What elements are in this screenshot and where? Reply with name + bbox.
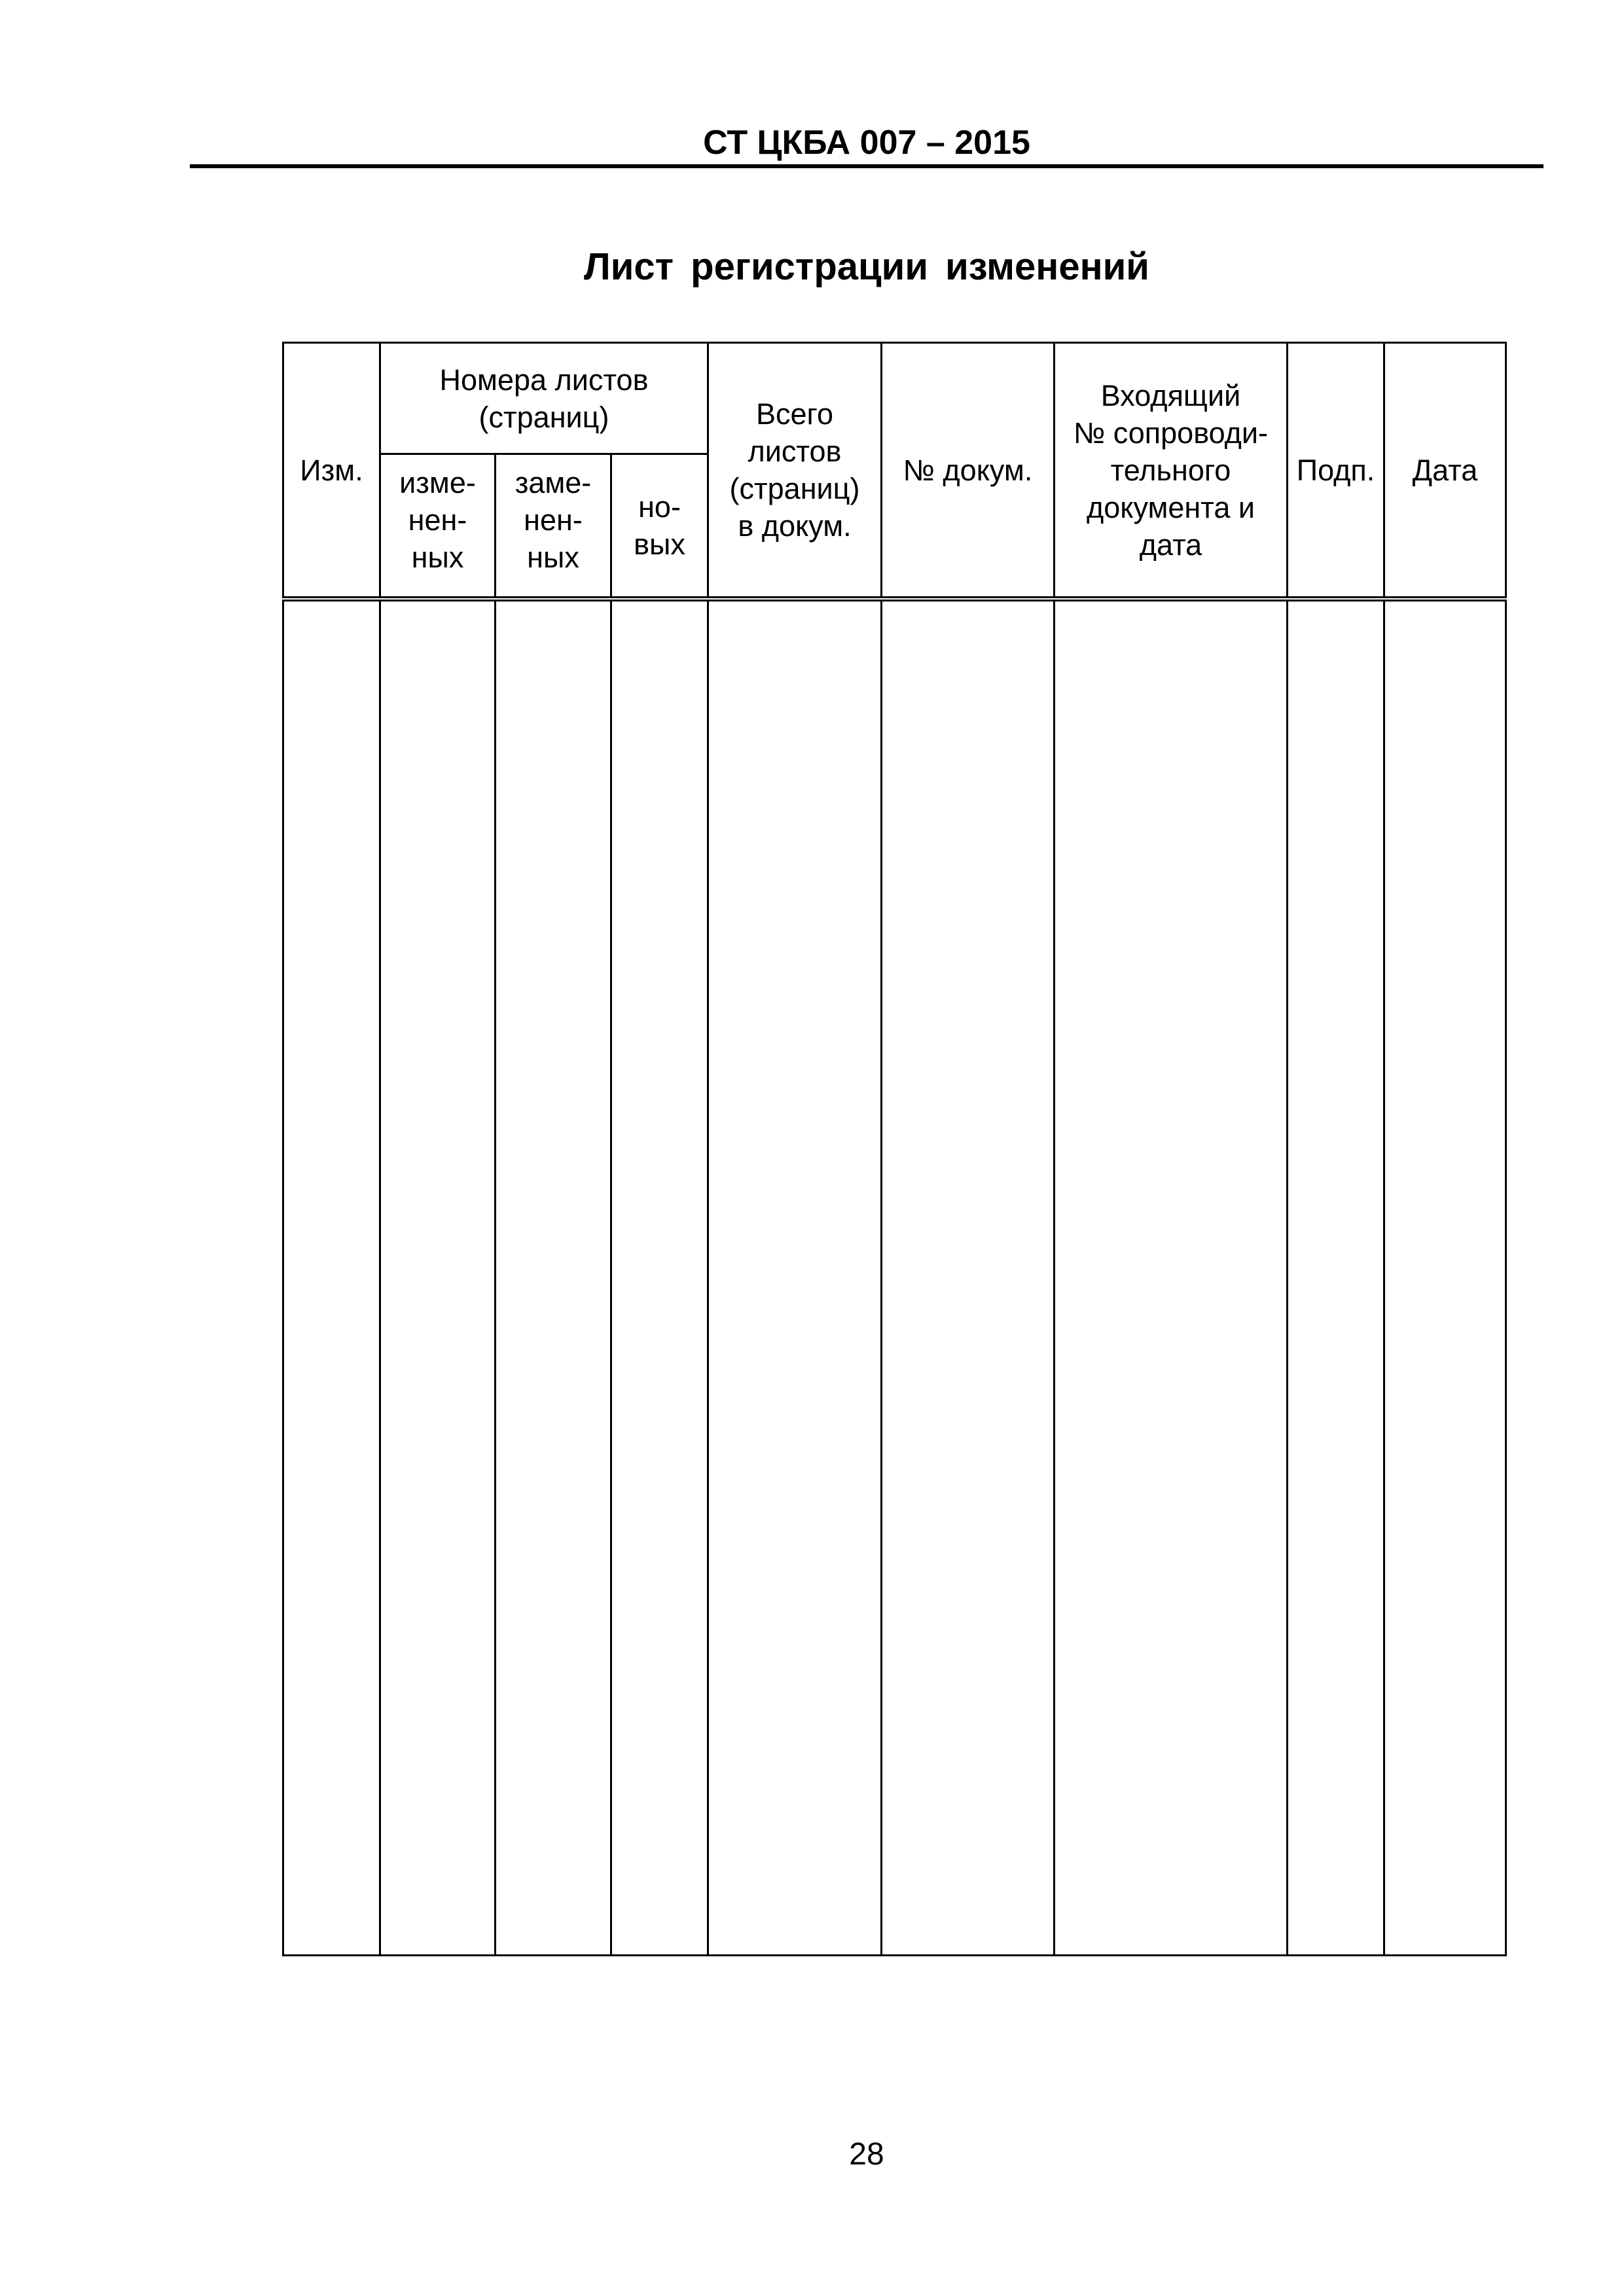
header-rule xyxy=(190,164,1543,168)
page-number: 28 xyxy=(849,2137,884,2172)
header-date: Дата xyxy=(1384,343,1506,600)
header-new-sheets: но- вых xyxy=(611,454,708,600)
change-registration-table xyxy=(282,342,1507,1956)
header-changed-sheets: изме- нен- ных xyxy=(380,454,496,600)
header-document-number: № докум. xyxy=(882,343,1055,600)
cell-change-number[interactable] xyxy=(283,599,380,1956)
cell-signature[interactable] xyxy=(1288,599,1384,1956)
header-incoming-document: Входящий № сопроводи- тельного документа и дата xyxy=(1055,343,1288,600)
cell-incoming-document[interactable] xyxy=(1055,599,1288,1956)
page-title: Лист регистрации изменений xyxy=(584,245,1149,288)
cell-date[interactable] xyxy=(1384,599,1506,1956)
cell-document-number[interactable] xyxy=(882,599,1055,1956)
table-row xyxy=(283,599,1506,1956)
header-change-number: Изм. xyxy=(283,343,380,600)
cell-changed-sheets[interactable] xyxy=(380,599,496,1956)
header-sheet-numbers: Номера листов (страниц) xyxy=(380,343,708,454)
header-replaced-sheets: заме- нен- ных xyxy=(496,454,611,600)
document-code: СТ ЦКБА 007 – 2015 xyxy=(703,124,1030,162)
cell-replaced-sheets[interactable] xyxy=(496,599,611,1956)
header-total-sheets: Всего листов (страниц) в докум. xyxy=(708,343,882,600)
header-signature: Подп. xyxy=(1288,343,1384,600)
cell-total-sheets[interactable] xyxy=(708,599,882,1956)
cell-new-sheets[interactable] xyxy=(611,599,708,1956)
